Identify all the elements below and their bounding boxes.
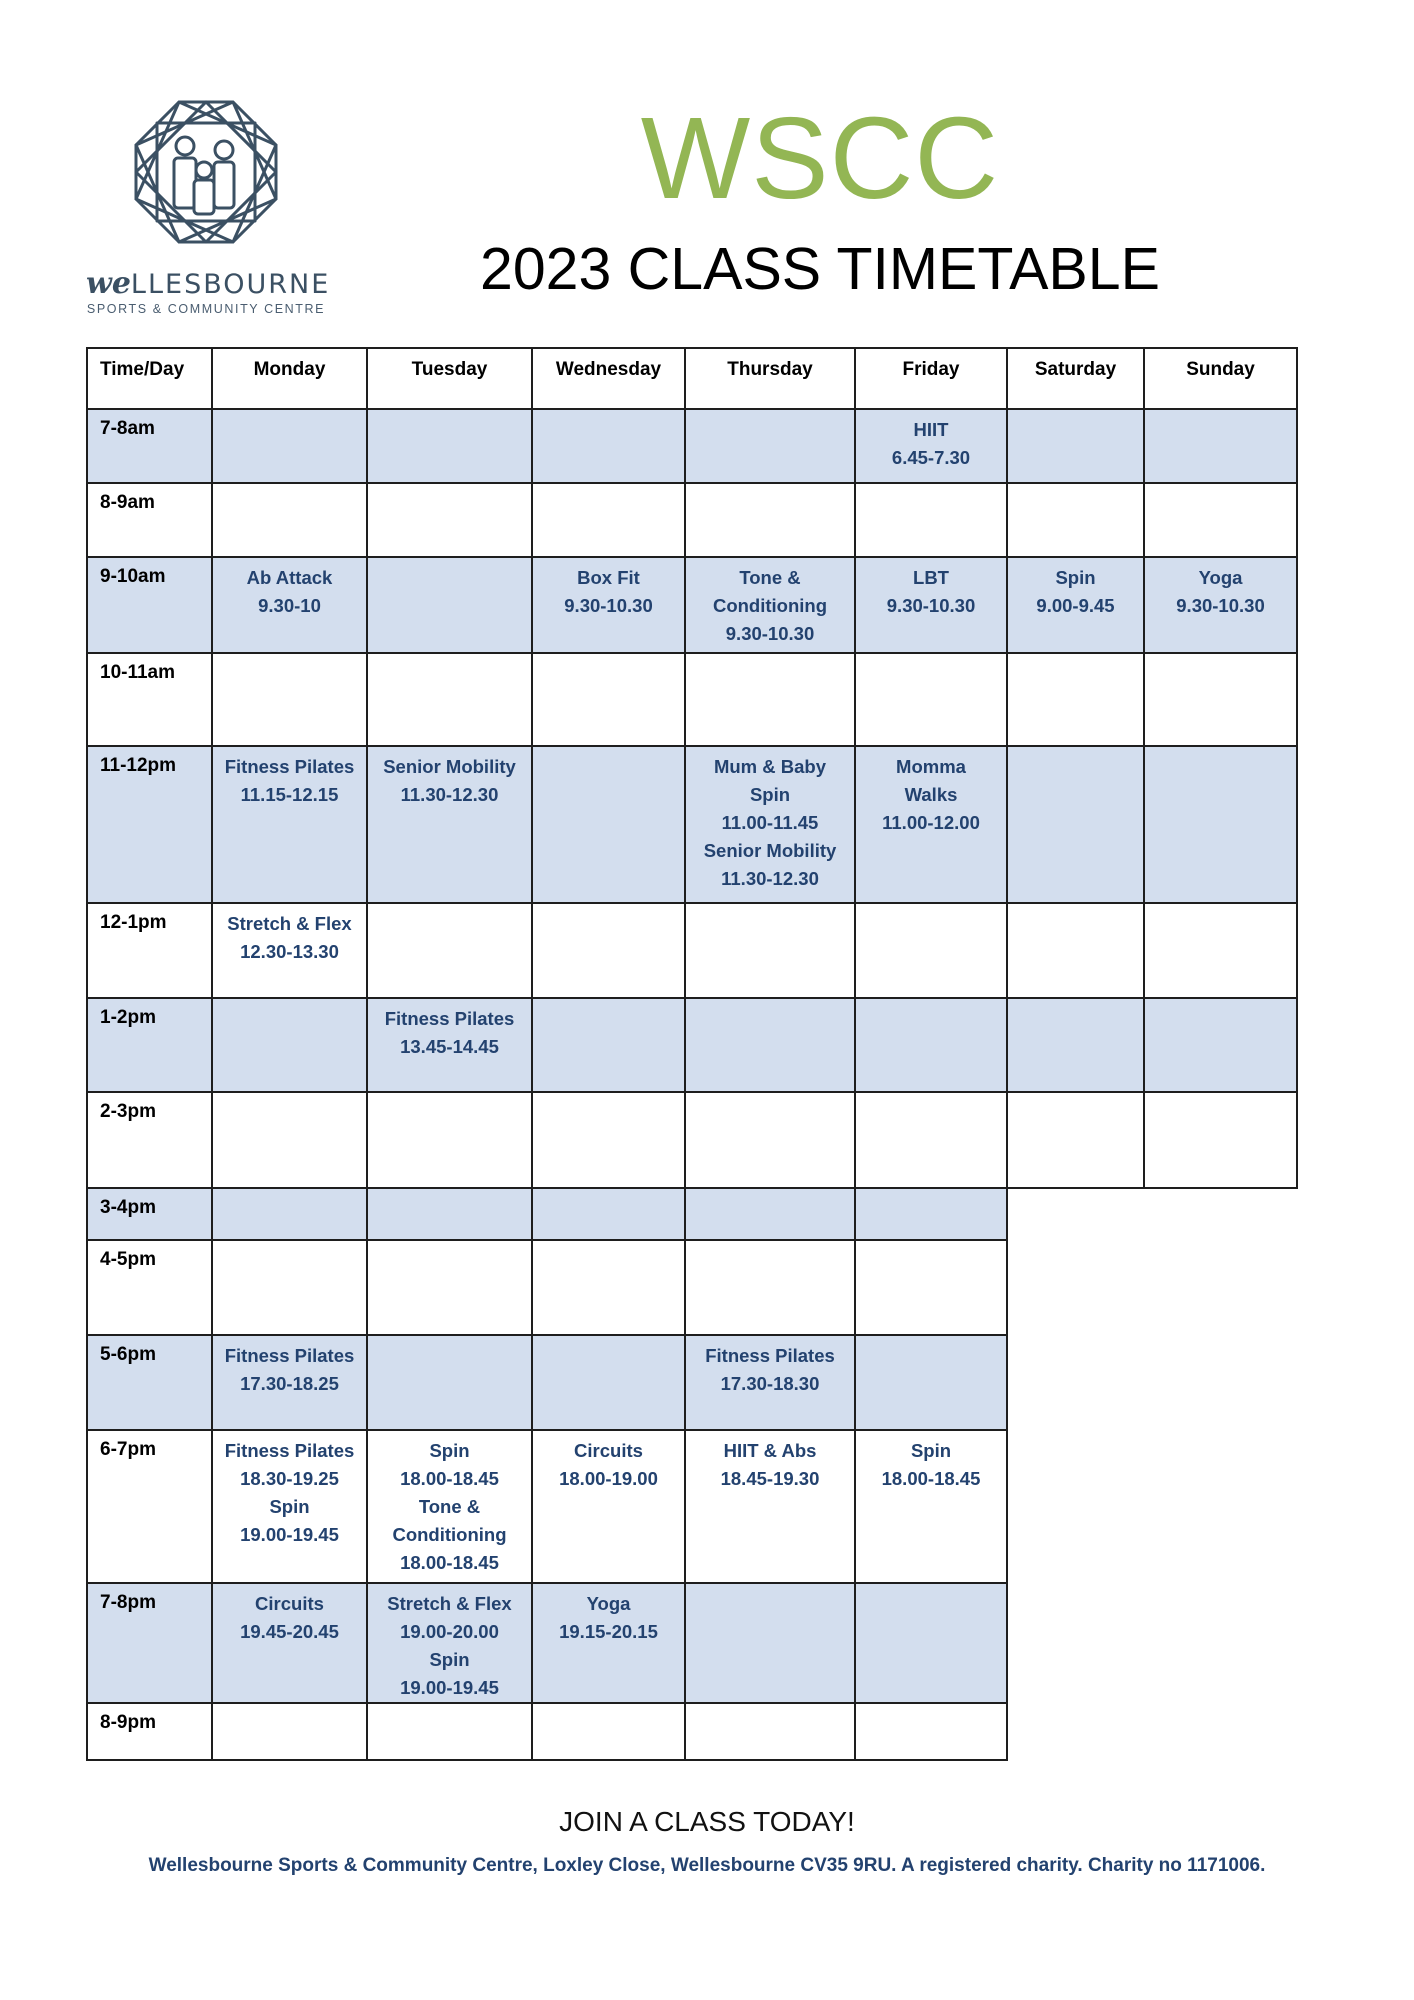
class-cell-wednesday [532,653,685,746]
class-cell-monday [212,1583,367,1703]
class-entry: Box Fit [577,567,640,588]
class-cell-thursday [685,557,855,653]
class-entry: Spin [910,1440,952,1461]
time-slot-label: 7-8am [87,409,212,483]
column-header: Sunday [1144,348,1297,409]
class-cell-monday [212,998,367,1092]
class-cell-thursday [685,1703,855,1760]
class-entry: 18.00-19.00 [559,1468,658,1489]
class-entry: 11.30-12.30 [721,868,819,889]
class-entry: 9.00-9.45 [1036,595,1115,616]
blank-weekend-area [1007,1240,1297,1335]
class-cell-monday [212,1092,367,1188]
class-entry: Senior Mobility [703,840,837,861]
class-cell-wednesday [532,746,685,903]
class-entry: Senior Mobility [383,756,516,777]
class-entry: Fitness Pilates [224,756,355,777]
class-entry: Fitness Pilates [705,1345,835,1366]
time-slot-label: 9-10am [87,557,212,653]
class-cell-saturday [1007,903,1144,998]
class-cell-tuesday [367,557,532,653]
blank-weekend-area [1007,1583,1297,1703]
class-entry: Spin [749,784,791,805]
class-cell-thursday [685,409,855,483]
time-slot-label: 4-5pm [87,1240,212,1335]
class-cell-wednesday [532,1335,685,1430]
class-entry: 12.30-13.30 [240,941,339,962]
class-entry: 18.00-18.45 [400,1552,499,1573]
timetable-row [87,746,1297,903]
class-entry: 18.30-19.25 [240,1468,339,1489]
class-cell-monday [212,1188,367,1240]
class-entry: 9.30-10.30 [725,623,815,644]
class-entry: 17.30-18.25 [240,1373,339,1394]
timetable-row [87,1430,1297,1583]
page-title: 2023 CLASS TIMETABLE [480,236,1160,302]
column-header: Thursday [685,348,855,409]
class-cell-thursday [685,1430,855,1583]
timetable-row [87,1335,1297,1430]
class-entry: 19.00-19.45 [400,1677,499,1698]
class-cell-thursday [685,998,855,1092]
class-entry: 11.15-12.15 [240,784,339,805]
class-cell-saturday [1007,557,1144,653]
class-cell-wednesday [532,1092,685,1188]
class-cell-wednesday [532,409,685,483]
class-cell-sunday [1144,1092,1297,1188]
class-cell-friday [855,1430,1007,1583]
time-slot-label: 3-4pm [87,1188,212,1240]
class-entry: 18.00-18.45 [881,1468,981,1489]
timetable-header-row [87,348,1297,409]
class-cell-friday [855,1335,1007,1430]
class-cell-saturday [1007,409,1144,483]
class-cell-friday [855,653,1007,746]
class-cell-sunday [1144,653,1297,746]
class-entry: 6.45-7.30 [891,447,971,468]
class-entry: 19.15-20.15 [559,1621,658,1642]
class-entry: Fitness Pilates [224,1345,355,1366]
class-entry: 11.00-12.00 [882,812,980,833]
class-cell-tuesday [367,746,532,903]
brand-heading: WSCC [640,93,1000,223]
class-cell-tuesday [367,903,532,998]
class-cell-wednesday [532,1188,685,1240]
class-cell-thursday [685,653,855,746]
class-entry: Ab Attack [246,567,333,588]
class-cell-friday [855,1240,1007,1335]
class-cell-sunday [1144,557,1297,653]
class-cell-sunday [1144,746,1297,903]
class-entry: Stretch & Flex [227,913,352,934]
logo-wordmark-rest: LLESBOURNE [130,269,331,300]
class-cell-tuesday [367,1092,532,1188]
time-slot-label: 10-11am [87,653,212,746]
column-header: Tuesday [367,348,532,409]
class-entry: 9.30-10.30 [1176,595,1265,616]
class-entry: Spin [1055,567,1096,588]
column-header: Wednesday [532,348,685,409]
class-entry: Tone & [739,567,801,588]
time-slot-label: 12-1pm [87,903,212,998]
class-entry: Spin [269,1496,310,1517]
class-cell-saturday [1007,746,1144,903]
class-entry: 11.00-11.45 [721,812,819,833]
class-cell-friday [855,1583,1007,1703]
class-entry: 19.00-19.45 [240,1524,339,1545]
class-cell-wednesday [532,1703,685,1760]
timetable-row [87,1583,1297,1703]
blank-weekend-area [1007,1188,1297,1240]
class-cell-wednesday [532,1430,685,1583]
class-entry: 9.30-10.30 [886,595,976,616]
timetable-row [87,1092,1297,1188]
class-entry: 9.30-10 [258,595,321,616]
class-cell-thursday [685,1240,855,1335]
logo-wordmark-prefix: we [86,266,131,301]
class-entry: Momma [896,756,966,777]
class-entry: 13.45-14.45 [400,1036,499,1057]
class-cell-wednesday [532,483,685,557]
class-cell-thursday [685,1335,855,1430]
class-cell-monday [212,483,367,557]
class-entry: 18.00-18.45 [400,1468,499,1489]
blank-weekend-area [1007,1335,1297,1430]
class-cell-tuesday [367,653,532,746]
class-entry: 19.00-20.00 [400,1621,499,1642]
class-entry: LBT [913,567,949,588]
class-cell-monday [212,1430,367,1583]
class-cell-wednesday [532,1240,685,1335]
class-entry: Yoga [1198,567,1243,588]
footer-address: Wellesbourne Sports & Community Centre, Loxley Close, Wellesbourne CV35 9RU. A registered charity. Charity no 1171006. [148,1855,1266,1876]
timetable-row [87,1188,1297,1240]
class-entry: Circuits [255,1593,324,1614]
class-entry: Conditioning [712,595,828,616]
class-cell-sunday [1144,903,1297,998]
class-entry: Walks [904,784,958,805]
call-to-action: JOIN A CLASS TODAY! [559,1806,855,1837]
class-cell-monday [212,409,367,483]
class-cell-tuesday [367,1335,532,1430]
logo-subline: SPORTS & COMMUNITY CENTRE [86,302,326,316]
class-cell-friday [855,1703,1007,1760]
class-entry: Mum & Baby [713,756,827,777]
class-entry: HIIT [913,419,949,440]
time-slot-label: 8-9pm [87,1703,212,1760]
class-cell-tuesday [367,1240,532,1335]
logo-wordmark [86,266,331,301]
class-cell-tuesday [367,1188,532,1240]
class-cell-wednesday [532,1583,685,1703]
class-entry: 17.30-18.30 [720,1373,820,1394]
class-cell-saturday [1007,483,1144,557]
class-cell-friday [855,746,1007,903]
time-slot-label: 5-6pm [87,1335,212,1430]
class-cell-friday [855,903,1007,998]
class-cell-friday [855,998,1007,1092]
class-entry: HIIT & Abs [723,1440,817,1461]
class-cell-monday [212,1335,367,1430]
class-cell-thursday [685,1583,855,1703]
class-entry: 19.45-20.45 [240,1621,339,1642]
timetable-row [87,998,1297,1092]
class-entry: Circuits [574,1440,643,1461]
time-slot-label: 2-3pm [87,1092,212,1188]
class-cell-sunday [1144,409,1297,483]
column-header: Monday [212,348,367,409]
class-cell-saturday [1007,1092,1144,1188]
class-cell-friday [855,1092,1007,1188]
time-slot-label: 7-8pm [87,1583,212,1703]
class-cell-saturday [1007,998,1144,1092]
wellesbourne-logo [86,96,331,326]
class-cell-monday [212,1703,367,1760]
class-cell-thursday [685,1188,855,1240]
class-entry: Tone & [418,1496,481,1517]
class-cell-tuesday [367,1583,532,1703]
class-cell-sunday [1144,483,1297,557]
class-timetable [86,347,1298,1761]
class-cell-friday [855,483,1007,557]
time-slot-label: 6-7pm [87,1430,212,1583]
blank-weekend-area [1007,1703,1297,1760]
class-cell-thursday [685,483,855,557]
class-cell-monday [212,1240,367,1335]
class-cell-thursday [685,903,855,998]
class-entry: 18.45-19.30 [720,1468,820,1489]
class-cell-friday [855,1188,1007,1240]
timetable-row [87,483,1297,557]
class-entry: Spin [429,1440,470,1461]
class-cell-thursday [685,746,855,903]
class-entry: Fitness Pilates [384,1008,515,1029]
class-cell-monday [212,653,367,746]
class-cell-wednesday [532,557,685,653]
class-cell-friday [855,557,1007,653]
column-header: Saturday [1007,348,1144,409]
octagon-family-icon [130,96,282,248]
timetable-row [87,903,1297,998]
timetable-row [87,1703,1297,1760]
blank-weekend-area [1007,1430,1297,1583]
time-slot-label: 8-9am [87,483,212,557]
time-slot-label: 1-2pm [87,998,212,1092]
class-cell-sunday [1144,998,1297,1092]
class-cell-tuesday [367,409,532,483]
column-header: Time/Day [87,348,212,409]
column-header: Friday [855,348,1007,409]
class-cell-saturday [1007,653,1144,746]
timetable-row [87,409,1297,483]
class-entry: 9.30-10.30 [564,595,653,616]
class-entry: Conditioning [392,1524,507,1545]
class-cell-wednesday [532,903,685,998]
timetable-row [87,653,1297,746]
class-cell-friday [855,409,1007,483]
timetable-row [87,557,1297,653]
class-entry: 11.30-12.30 [400,784,499,805]
class-entry: Yoga [586,1593,631,1614]
class-cell-tuesday [367,998,532,1092]
class-cell-tuesday [367,1703,532,1760]
class-cell-monday [212,903,367,998]
class-cell-monday [212,557,367,653]
class-cell-thursday [685,1092,855,1188]
class-cell-wednesday [532,998,685,1092]
class-entry: Fitness Pilates [224,1440,355,1461]
class-cell-tuesday [367,483,532,557]
class-entry: Spin [429,1649,470,1670]
class-cell-tuesday [367,1430,532,1583]
class-entry: Stretch & Flex [387,1593,512,1614]
class-cell-monday [212,746,367,903]
timetable-row [87,1240,1297,1335]
time-slot-label: 11-12pm [87,746,212,903]
